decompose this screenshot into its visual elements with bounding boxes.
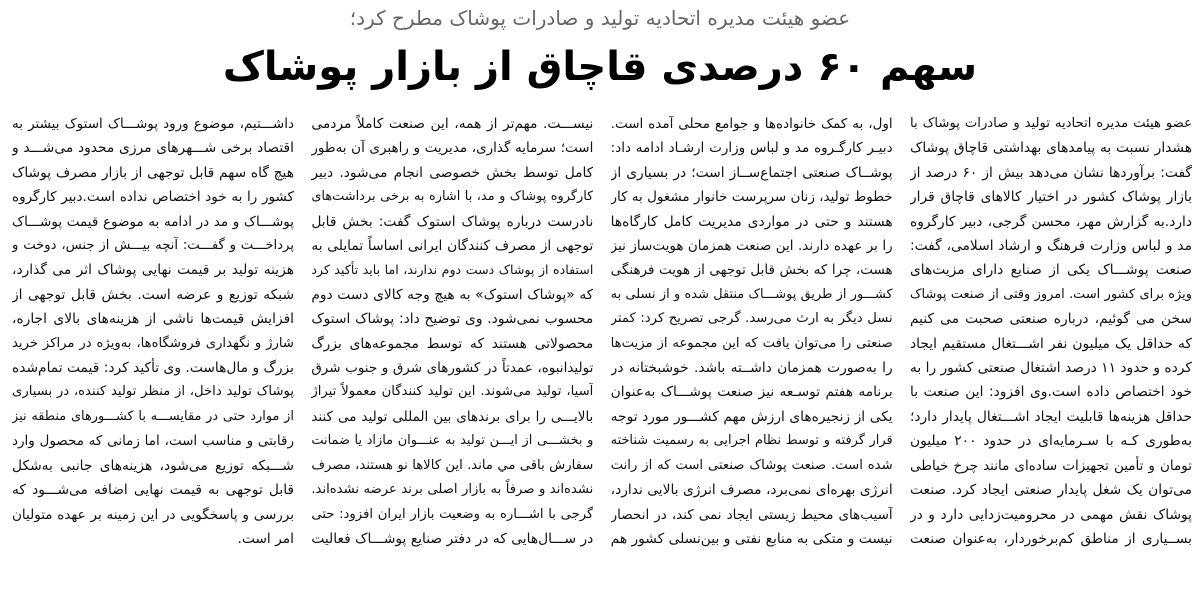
text-line: هست، چرا که بخش قابل توجهی از هویت فرهنگی: [610, 262, 893, 279]
text-line: شارژ و نگهداری فروشگاه‌ها، به‌ویژه در مراکز خرید: [12, 335, 294, 351]
text-line: از موارد حتی در مقایســـه با کشـــورهای منطقه نیز: [12, 408, 294, 424]
text-line: نیســـت. مهم‌تر از همه، این صنعت کاملاً مردمی: [311, 116, 594, 132]
text-line: شبکه توزیع و عرضه است. بخش قابل توجهی از: [12, 286, 294, 303]
article-column-4: [12, 112, 294, 607]
article-headline: سهم ۶۰ درصدی قاچاق از بازار پوشاک: [222, 44, 978, 90]
text-line: پوشاک تولید داخل، از منظر تولید کننده، در بسیاری: [12, 384, 294, 400]
text-line: بســیاری از مناطق کم‌برخوردار، به‌عنوان صنعت: [909, 530, 1192, 547]
text-line: است؛ سرمایه گذاری، مدیریت و راهبری آن به‌طور: [311, 140, 594, 157]
text-line: و بخشـــی از ایـــن تولید به عنـــوان مازاد یا ضمانت: [311, 433, 594, 449]
text-line: سفارش باقی مي ماند. این کالاها نو هستند، مصرف: [311, 457, 594, 473]
text-line: بالایـــی را برای برندهای بین المللی تولید می کنند: [311, 408, 594, 425]
text-line: پوشاک نقش مهمی در محرومیت‌زدایی دارد و در: [909, 506, 1192, 523]
text-line: می‌توان یک شغل پایدار صنعتی ایجاد کرد. صنعت: [909, 482, 1192, 499]
text-line: حداقل هزینه‌ها قابلیت ایجاد اشـــتغال پایدار دارد؛: [909, 408, 1192, 425]
text-line: عضو هیئت مدیره اتحادیه تولید و صادرات پوشاک با: [909, 116, 1192, 131]
text-line: را بر عهده دارند. این صنعت همزمان هویت‌ساز نیز: [610, 238, 893, 255]
text-line: گفت: برآوردها نشان می‌دهد بیش از ۶۰ درصد از: [909, 164, 1192, 181]
text-line: خطوط تولید، زنان سرپرست خانوار مشغول به کار: [610, 189, 893, 206]
text-line: هشدار نسبت به پیامدهای بهداشتی قاچاق پوشاک: [909, 140, 1192, 157]
article-kicker: عضو هیئت مدیره اتحادیه تولید و صادرات پوشاک مطرح کرد؛: [349, 6, 851, 30]
text-line: صنعت پوشـــاک یکی از صنایع دارای مزیت‌های: [909, 262, 1192, 279]
text-line: توجهی از مصرف کنندگان ایرانی اساساً تمایلی به: [311, 238, 594, 255]
text-line: آسیب‌های محیط زیستی ایجاد نمی کند، در انحصار: [610, 506, 893, 523]
text-line: محصولاتی هستند که توسط مجموعه‌های بزرگ: [311, 335, 594, 352]
text-line: شده است. صنعت پوشاک صنعتی است که از رانت: [610, 457, 893, 473]
text-line: کرده و حدود ۱۱ درصد اشتغال صنعتی کشور را به: [909, 360, 1192, 377]
text-line: آسیا، تولید می‌شوند. این تولید کنندگان معمولاً تیراژ: [311, 384, 594, 400]
text-line: در ســـال‌هایی که در دفتر صنایع پوشـــاک فعالیت: [311, 530, 594, 547]
text-line: که «پوشاک استوک» به هیچ وجه کالای دست دوم: [311, 286, 594, 303]
text-line: را به‌صورت همزمان داشــته باشد. خوشبختانه در: [610, 360, 893, 377]
text-line: نسل دیگر به ارث می‌رسد. گرجی تصریح کرد: کمتر: [610, 311, 893, 327]
text-line: پرداخـــت و گفـــت: آنچه بیـــش از جنس، دوخت و: [12, 238, 294, 254]
text-line: پوشـــاک و مد در ادامه به موضوع قیمت پوشـــاک: [12, 213, 294, 230]
text-line: کارگروه پوشاک و مد، با اشاره به برخی برداشت‌های: [311, 189, 594, 205]
text-line: به‌طوری کـه با سـرمایه‌ای در حدود ۲۰۰ میلیون: [909, 433, 1192, 450]
article-body: [12, 112, 1192, 607]
text-line: تومان و تأمین تجهیزات ساده‌ای مانند چرخ خیاطی: [909, 457, 1192, 474]
text-line: گرجی با اشـــاره به وضعیت بازار ایران افزود: حتی: [311, 506, 594, 522]
text-line: رقابتی و مناسب است، اما زمانی که محصول وارد: [12, 433, 294, 450]
text-line: صنعتی را می‌توان یافت که این مجموعه از مزیت‌ها: [610, 335, 893, 351]
text-line: استفاده از پوشاک دست دوم ندارند، اما باید تأکید کرد: [311, 262, 594, 278]
text-line: بازار پوشاک کشور در اختیار کالاهای قاچاق قرار: [909, 189, 1192, 206]
article-column-2: [611, 112, 893, 607]
text-line: که حداقل یک میلیون نفر اشـــتغال مستقیم ایجاد: [909, 335, 1192, 352]
text-line: نیست و متکی به منابع نفتی و بین‌نسلی کشور هم: [610, 530, 893, 547]
text-line: مد و لباس وزارت فرهنگ و ارشاد اسلامی، گفت:: [909, 238, 1192, 255]
text-line: ویژه برای کشور است. امروز وقتی از صنعت پوشاک: [909, 286, 1192, 302]
text-line: شـــبکه توزیع می‌شود، هزینه‌های جانبی به‌شکل: [12, 457, 294, 474]
text-line: امر است.: [237, 530, 294, 547]
text-line: قابل توجهی به قیمت نهایی اضافه می‌شـــود که: [12, 482, 294, 499]
text-line: انرژی بهره‌ای نمی‌برد، مصرف انرژی بالایی ندارد،: [610, 482, 893, 499]
text-line: قرار گرفته و توسط نظام اجرایی به رسمیت شناخته: [610, 433, 893, 449]
text-line: محسوب نمی‌شود. وی توضیح داد: پوشاک استوک: [311, 311, 594, 328]
text-line: کامل توسط بخش خصوصی انجام می‌شود. دبیر: [311, 164, 594, 181]
text-line: هزینه تولید بر قیمت نهایی پوشاک اثر می گذارد،: [12, 262, 294, 279]
text-line: برنامه هفتم توسـعه نیز صنعت پوشـــاک به‌عنوان: [610, 384, 893, 401]
text-line: نادرست درباره پوشاک استوک گفت: بخش قابل: [311, 213, 594, 230]
article-column-3: [311, 112, 593, 607]
text-line: کشـــور از طریق پوشـــاک منتقل شده و از نسلی به: [610, 286, 893, 302]
text-line: کشور را به خود اختصاص نداده است.دبیر کارگروه: [12, 189, 294, 206]
text-line: بزرگ و مال‌هاست. وی تأکید کرد: قیمت تمام‌شده: [12, 360, 294, 377]
text-line: دبیـر کارگـروه مد و لباس وزارت ارشـاد ادامه داد:: [610, 140, 893, 157]
text-line: پوشــاک صنعتی اجتماع‌ســاز است؛ در بسیاری از: [610, 164, 893, 181]
text-line: اول، به کمک خانواده‌ها و جوامع محلی آمده است.: [610, 116, 893, 132]
text-line: سخن می گوئیم، درباره صنعتی صحبت می کنیم: [909, 311, 1192, 328]
text-line: دارد.به گزارش مهر، محسن گرجی، دبیر کارگروه: [909, 213, 1192, 230]
text-line: یکی از زنجیره‌های ارزش مهم کشـــور مورد توجه: [610, 408, 893, 425]
text-line: اقتصاد برخی شـــهرهای مرزی محدود می‌شـــد و: [12, 140, 294, 157]
text-line: نشده‌اند و صرفاً به بازار اصلی برند عرضه نشده‌اند.: [311, 482, 594, 498]
text-line: افزایش قیمت‌ها ناشی از هزینه‌های بالای اجاره،: [12, 311, 294, 328]
text-line: تولیدانبوه، عمدتاً در کشورهای شرق و جنوب شرق: [311, 360, 594, 377]
text-line: بررسی و پاسخگویی در این زمینه بر عهده متولیان: [12, 506, 294, 523]
article-column-1: [910, 112, 1192, 607]
text-line: هیچ گاه سهم قابل توجهی از بازار مصرف پوشاک: [12, 164, 294, 181]
text-line: خود اختصاص داده است.وی افزود: این صنعت با: [909, 384, 1192, 401]
text-line: داشـــتیم، موضوع ورود پوشـــاک استوک بیشتر به: [12, 116, 294, 132]
text-line: هستند و حتی در مواردی مدیریت کامل کارگاه‌ها: [610, 213, 893, 230]
